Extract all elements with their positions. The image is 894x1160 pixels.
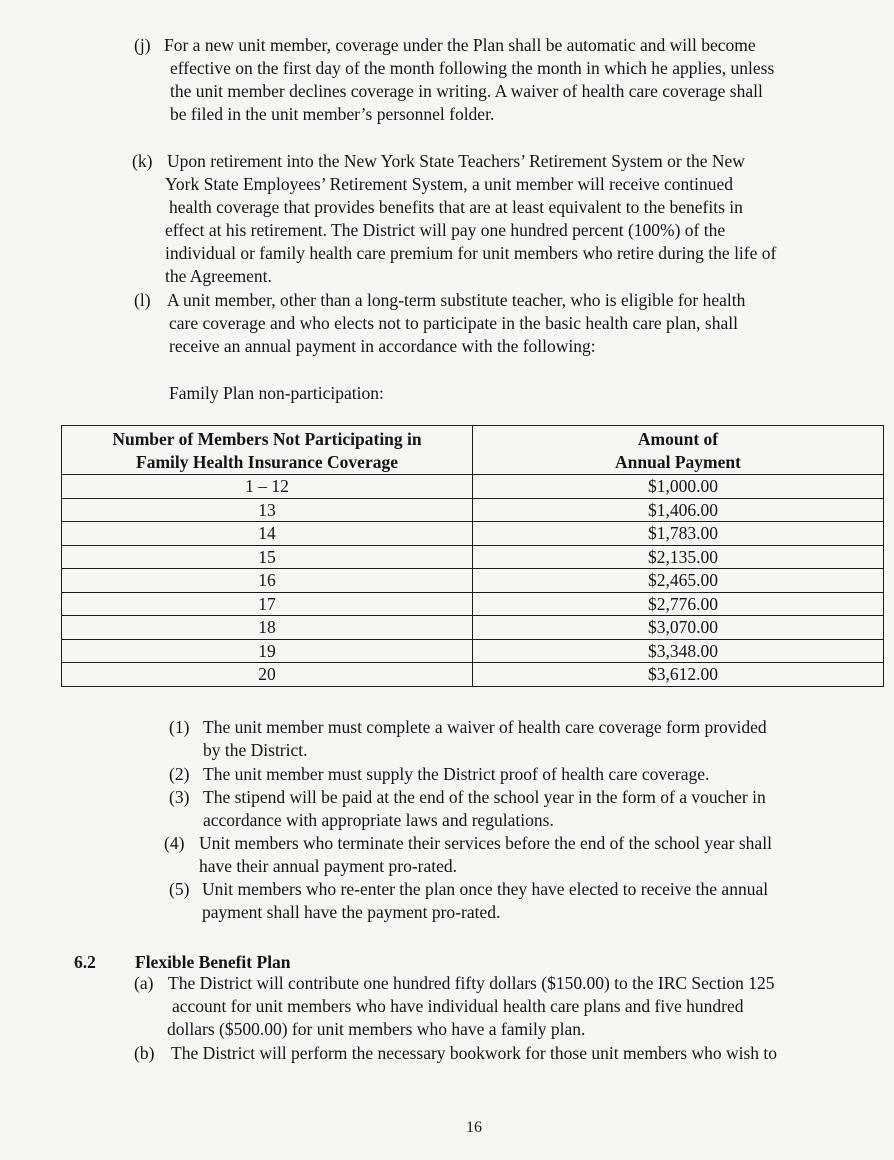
text-line: individual or family health care premium for unit members who retire during the life of: [165, 243, 777, 263]
amount-cell: $3,612.00: [473, 663, 884, 687]
text-line: care coverage and who elects not to participate in the basic health care plan, shall: [169, 313, 738, 333]
table-header-row: [62, 426, 884, 475]
condition-text: [203, 716, 767, 762]
table-row: [62, 498, 884, 522]
members-cell: 13: [62, 498, 473, 522]
amount-cell: $2,135.00: [473, 545, 884, 569]
text-line: The unit member must supply the District proof of health care coverage.: [203, 764, 710, 784]
header-line: Number of Members Not Participating in: [112, 429, 422, 449]
header-line: Family Health Insurance Coverage: [136, 452, 398, 472]
table-row: [62, 663, 884, 687]
text-line: The District will perform the necessary bookwork for those unit members who wish to: [171, 1043, 778, 1063]
item-label: (a): [134, 973, 154, 993]
item-label: (b): [134, 1043, 155, 1063]
table-row: [62, 522, 884, 546]
text-line: Unit members who re-enter the plan once they have elected to receive the annual: [202, 879, 769, 899]
text-line: For a new unit member, coverage under the Plan shall be automatic and will become: [164, 35, 756, 55]
item-label: (l): [134, 290, 151, 310]
members-cell: 1 – 12: [62, 475, 473, 499]
item-label: (5): [169, 879, 190, 899]
table-row: [62, 475, 884, 499]
members-cell: 14: [62, 522, 473, 546]
text-line: account for unit members who have individual health care plans and five hundred: [172, 996, 744, 1016]
section-title: Flexible Benefit Plan: [135, 952, 291, 972]
paragraph-text: [167, 289, 745, 358]
members-column-header: [62, 426, 473, 475]
text-line: the Agreement.: [165, 266, 272, 286]
text-line: be filed in the unit member’s personnel folder.: [170, 104, 495, 124]
page-number: 16: [466, 1119, 482, 1136]
section-number: 6.2: [74, 952, 96, 972]
table-row: [62, 545, 884, 569]
amount-cell: $2,776.00: [473, 592, 884, 616]
table-row: [62, 616, 884, 640]
text-line: effect at his retirement. The District will pay one hundred percent (100%) of the: [165, 220, 726, 240]
amount-cell: $3,070.00: [473, 616, 884, 640]
amount-cell: $1,406.00: [473, 498, 884, 522]
text-line: have their annual payment pro-rated.: [199, 856, 458, 876]
condition-text: [202, 878, 768, 924]
text-line: payment shall have the payment pro-rated.: [202, 902, 501, 922]
paragraph-text: [164, 34, 774, 126]
item-label: (1): [169, 717, 190, 737]
item-label: (3): [169, 787, 190, 807]
members-cell: 15: [62, 545, 473, 569]
text-line: The District will contribute one hundred fifty dollars ($150.00) to the IRC Section 125: [168, 973, 775, 993]
amount-cell: $3,348.00: [473, 639, 884, 663]
amount-cell: $1,000.00: [473, 475, 884, 499]
section-item-b: [134, 1042, 874, 1065]
table-row: [62, 592, 884, 616]
header-line: Amount of: [637, 429, 719, 449]
text-line: The unit member must complete a waiver of health care coverage form provided: [203, 717, 767, 737]
table-row: [62, 639, 884, 663]
text-line: the unit member declines coverage in writing. A waiver of health care coverage shall: [170, 81, 763, 101]
condition-text: [203, 786, 766, 832]
item-label: (2): [169, 764, 190, 784]
paragraph-k: [132, 150, 877, 290]
text-line: Unit members who terminate their services before the end of the school year shall: [199, 833, 772, 853]
amount-cell: $1,783.00: [473, 522, 884, 546]
text-line: receive an annual payment in accordance with the following:: [169, 336, 596, 356]
condition-text: [199, 832, 772, 878]
members-cell: 17: [62, 592, 473, 616]
text-line: A unit member, other than a long-term substitute teacher, who is eligible for health: [167, 290, 746, 310]
condition-3: [169, 786, 869, 832]
family-plan-label: Family Plan non-participation:: [169, 383, 384, 403]
condition-4: [164, 832, 874, 878]
section-item-text: [168, 972, 775, 1041]
text-line: The stipend will be paid at the end of the school year in the form of a voucher in: [203, 787, 766, 807]
paragraph-l: [134, 289, 854, 359]
section-item-a: [134, 972, 874, 1042]
condition-1: [169, 716, 869, 762]
members-cell: 19: [62, 639, 473, 663]
paragraph-j: [134, 34, 874, 126]
table-row: [62, 569, 884, 593]
payment-table: [61, 425, 884, 687]
item-label: (4): [164, 833, 185, 853]
text-line: by the District.: [203, 740, 308, 760]
condition-2: [169, 763, 869, 786]
amount-cell: $2,465.00: [473, 569, 884, 593]
text-line: York State Employees’ Retirement System, a unit member will receive continued: [165, 174, 733, 194]
item-label: (j): [134, 35, 151, 55]
members-cell: 20: [62, 663, 473, 687]
text-line: Upon retirement into the New York State Teachers’ Retirement System or the New: [167, 151, 745, 171]
members-cell: 16: [62, 569, 473, 593]
text-line: dollars ($500.00) for unit members who have a family plan.: [167, 1019, 586, 1039]
section-item-text: [171, 1042, 777, 1065]
amount-column-header: [473, 426, 884, 475]
members-cell: 18: [62, 616, 473, 640]
text-line: accordance with appropriate laws and regulations.: [203, 810, 554, 830]
item-label: (k): [132, 151, 153, 171]
condition-5: [169, 878, 869, 924]
text-line: effective on the first day of the month following the month in which he applies, unless: [170, 58, 775, 78]
text-line: health coverage that provides benefits that are at least equivalent to the benefits in: [169, 197, 743, 217]
header-line: Annual Payment: [615, 452, 741, 472]
condition-text: [203, 763, 709, 786]
paragraph-text: [167, 150, 776, 288]
